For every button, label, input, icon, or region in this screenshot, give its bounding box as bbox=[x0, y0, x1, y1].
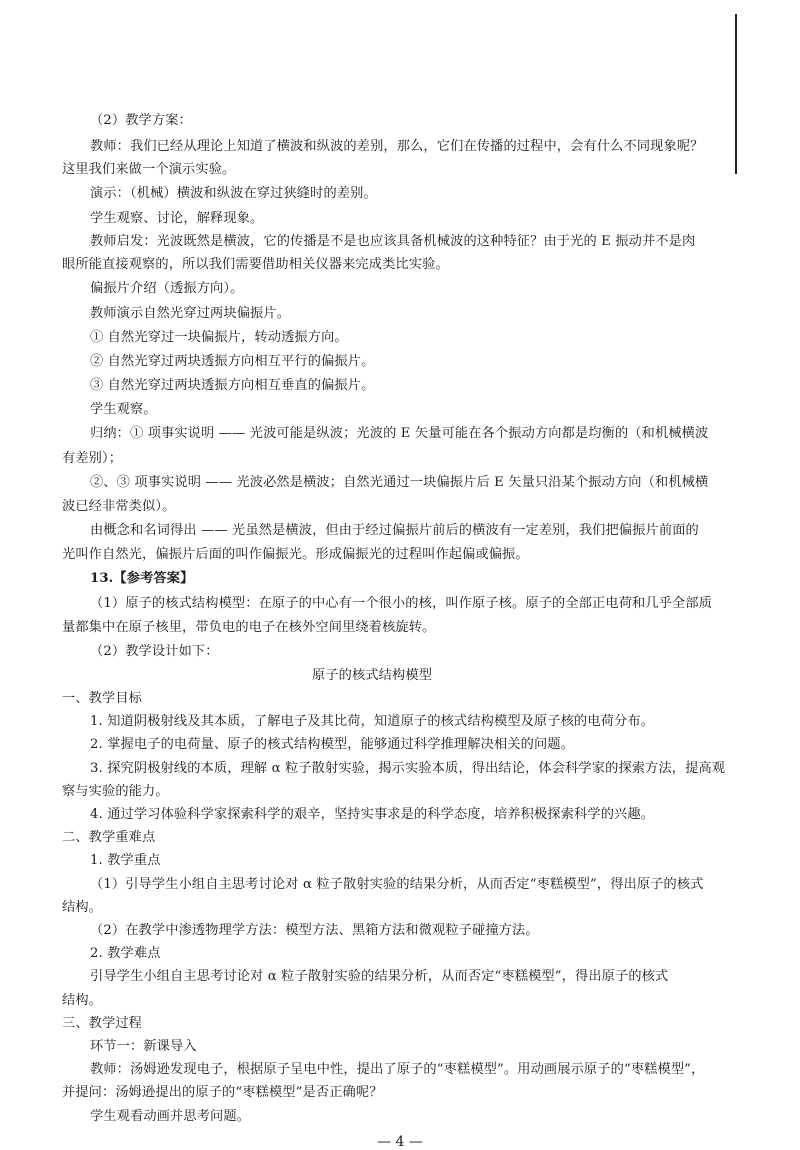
text-line: 一、教学目标 bbox=[62, 691, 143, 706]
text-line: 光叫作自然光，偏振片后面的叫作偏振光。形成偏振光的过程叫作起偏或偏振。 bbox=[62, 547, 529, 562]
scan-edge-mark bbox=[735, 14, 737, 174]
text-line: ③ 自然光穿过两块透振方向相互垂直的偏振片。 bbox=[90, 378, 375, 393]
text-line: 量都集中在原子核里，带负电的电子在核外空间里绕着核旋转。 bbox=[62, 620, 436, 635]
text-line: ② 自然光穿过两块透振方向相互平行的偏振片。 bbox=[90, 354, 375, 369]
text-line: 这里我们来做一个演示实验。 bbox=[62, 162, 236, 177]
text-line: 结构。 bbox=[62, 993, 103, 1008]
text-line: 归纳：① 项事实说明 —— 光波可能是纵波；光波的 E 矢量可能在各个振动方向都是均衡的（和机械横波 bbox=[90, 426, 709, 441]
text-line: 并提问：汤姆逊提出的原子的“枣糕模型”是否正确呢？ bbox=[62, 1085, 383, 1100]
text-line: （2）教学方案： bbox=[90, 113, 192, 128]
text-line: （2）在教学中渗透物理学方法：模型方法、黑箱方法和微观粒子碰撞方法。 bbox=[90, 923, 539, 938]
text-line: 4. 通过学习体验科学家探索科学的艰辛，坚持实事求是的科学态度，培养积极探索科学的兴趣。 bbox=[90, 807, 655, 822]
text-line: 3. 探究阴极射线的本质，理解 α 粒子散射实验，揭示实验本质，得出结论，体会科学家的探索方法，提高观 bbox=[90, 761, 726, 776]
text-line: 三、教学过程 bbox=[62, 1016, 143, 1031]
text-line: 察与实验的能力。 bbox=[62, 784, 169, 799]
design-title: 原子的核式结构模型 bbox=[312, 668, 433, 683]
text-line: 2. 教学难点 bbox=[90, 946, 161, 961]
text-line: 有差别）； bbox=[62, 451, 123, 466]
text-line: 教师启发：光波既然是横波，它的传播是不是也应该具备机械波的这种特征？由于光的 E 振动并不是肉 bbox=[90, 234, 696, 249]
text-line: 2. 掌握电子的电荷量、原子的核式结构模型，能够通过科学推理解决相关的问题。 bbox=[90, 737, 575, 752]
text-line: 眼所能直接观察的，所以我们需要借助相关仪器来完成类比实验。 bbox=[62, 257, 449, 272]
text-line: （1）引导学生小组自主思考讨论对 α 粒子散射实验的结果分析，从而否定“枣糕模型”，得出原子的核式 bbox=[90, 877, 704, 892]
text-line: 学生观看动画并思考问题。 bbox=[90, 1109, 251, 1124]
text-line: ②、③ 项事实说明 —— 光波必然是横波；自然光通过一块偏振片后 E 矢量只沿某个振动方向（和机械横 bbox=[90, 475, 709, 490]
text-line: （2）教学设计如下： bbox=[90, 644, 219, 659]
text-line: 学生观察、讨论，解释现象。 bbox=[90, 211, 264, 226]
text-line: 教师：我们已经从理论上知道了横波和纵波的差别，那么，它们在传播的过程中，会有什么不同现象呢？ bbox=[90, 139, 704, 154]
text-line: 教师演示自然光穿过两块偏振片。 bbox=[90, 306, 291, 321]
text-line: 引导学生小组自主思考讨论对 α 粒子散射实验的结果分析，从而否定“枣糕模型”，得出原子的核式 bbox=[90, 969, 669, 984]
text-line: 1. 教学重点 bbox=[90, 853, 161, 868]
text-line: 1. 知道阴极射线及其本质，了解电子及其比荷，知道原子的核式结构模型及原子核的电荷分布。 bbox=[90, 714, 655, 729]
text-line: （1）原子的核式结构模型：在原子的中心有一个很小的核，叫作原子核。原子的全部正电荷和几乎全部质 bbox=[90, 596, 713, 611]
text-line: 由概念和名词得出 —— 光虽然是横波，但由于经过偏振片前后的横波有一定差别，我们把偏振片前面的 bbox=[90, 523, 699, 538]
text-line: 结构。 bbox=[62, 900, 103, 915]
text-line: 学生观察。 bbox=[90, 402, 157, 417]
text-line: 波已经非常类似）。 bbox=[62, 499, 176, 514]
answer-heading: 13.【参考答案】 bbox=[90, 571, 194, 586]
text-line: 环节一：新课导入 bbox=[90, 1039, 197, 1054]
text-line: 偏振片介绍（透振方向）。 bbox=[90, 281, 244, 296]
text-line: 演示：（机械）横波和纵波在穿过狭缝时的差别。 bbox=[90, 186, 377, 201]
text-line: ① 自然光穿过一块偏振片，转动透振方向。 bbox=[90, 330, 348, 345]
page-number: — 4 — bbox=[377, 1134, 423, 1150]
text-line: 教师：汤姆逊发现电子，根据原子呈电中性，提出了原子的“枣糕模型”。用动画展示原子的“枣糕模型”， bbox=[90, 1062, 705, 1077]
text-line: 二、教学重难点 bbox=[62, 830, 156, 845]
